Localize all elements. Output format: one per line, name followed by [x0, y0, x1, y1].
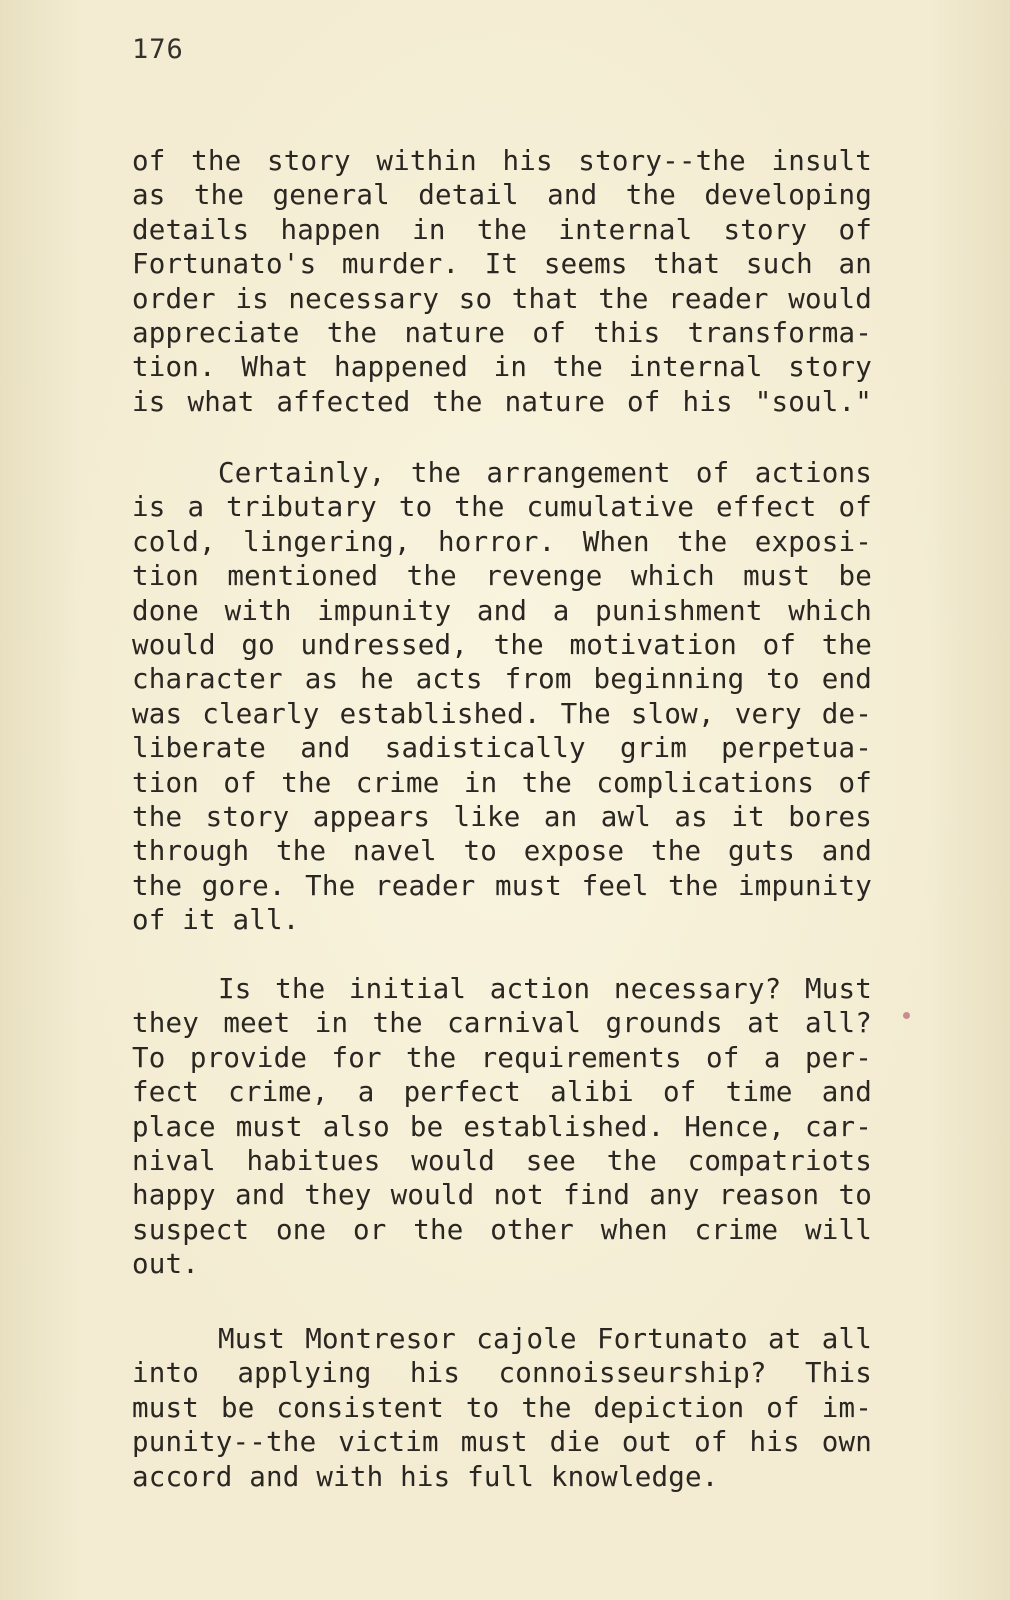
text-line: tion of the crime in the complications of	[132, 766, 872, 799]
text-line: punity--the victim must die out of his own	[132, 1426, 872, 1459]
text-line: nival habitues would see the compatriots	[132, 1145, 872, 1178]
text-line: appreciate the nature of this transforma-	[132, 317, 872, 350]
text-line: the gore. The reader must feel the impunity	[132, 869, 872, 902]
text-line: Fortunato's murder. It seems that such an	[132, 248, 872, 281]
text-line: Must Montresor cajole Fortunato at all	[218, 1323, 872, 1355]
text-line: the story appears like an awl as it bores	[132, 801, 872, 834]
text-line: out.	[132, 1248, 200, 1281]
text-line: into applying his connoisseurship? This	[132, 1357, 872, 1390]
page-number: 176	[132, 34, 184, 65]
ink-spot	[903, 1012, 910, 1019]
text-line: To provide for the requirements of a per-	[132, 1041, 872, 1074]
text-line: would go undressed, the motivation of the	[132, 629, 872, 662]
text-line: accord and with his full knowledge.	[132, 1460, 719, 1493]
text-line: details happen in the internal story of	[132, 213, 872, 246]
text-line: is what affected the nature of his "soul."	[132, 385, 872, 418]
text-line: cold, lingering, horror. When the exposi-	[132, 525, 872, 558]
text-line: of the story within his story--the insult	[132, 145, 872, 177]
text-line: of it all.	[132, 904, 300, 937]
text-line: place must also be established. Hence, car-	[132, 1110, 872, 1143]
text-line: was clearly established. The slow, very de-	[132, 697, 872, 730]
text-line: done with impunity and a punishment which	[132, 594, 872, 627]
paragraph-4	[132, 1322, 872, 1494]
text-line: happy and they would not find any reason to	[132, 1179, 872, 1212]
text-line: tion mentioned the revenge which must be	[132, 560, 872, 593]
paragraph-1	[132, 144, 872, 419]
text-line: liberate and sadistically grim perpetua-	[132, 732, 872, 765]
text-line: character as he acts from beginning to end	[132, 663, 872, 696]
text-line: through the navel to expose the guts and	[132, 835, 872, 868]
text-line: suspect one or the other when crime will	[132, 1213, 872, 1246]
text-line: is a tributary to the cumulative effect of	[132, 491, 872, 524]
text-line: Is the initial action necessary? Must	[218, 973, 872, 1005]
paragraph-3	[132, 972, 872, 1282]
text-line: as the general detail and the developing	[132, 179, 872, 212]
text-line: tion. What happened in the internal story	[132, 351, 872, 384]
text-line: they meet in the carnival grounds at all?	[132, 1007, 872, 1040]
text-line: must be consistent to the depiction of im-	[132, 1391, 872, 1424]
text-line: fect crime, a perfect alibi of time and	[132, 1076, 872, 1109]
paragraph-2	[132, 456, 872, 938]
text-line: Certainly, the arrangement of actions	[218, 457, 872, 489]
text-line: order is necessary so that the reader would	[132, 282, 872, 315]
